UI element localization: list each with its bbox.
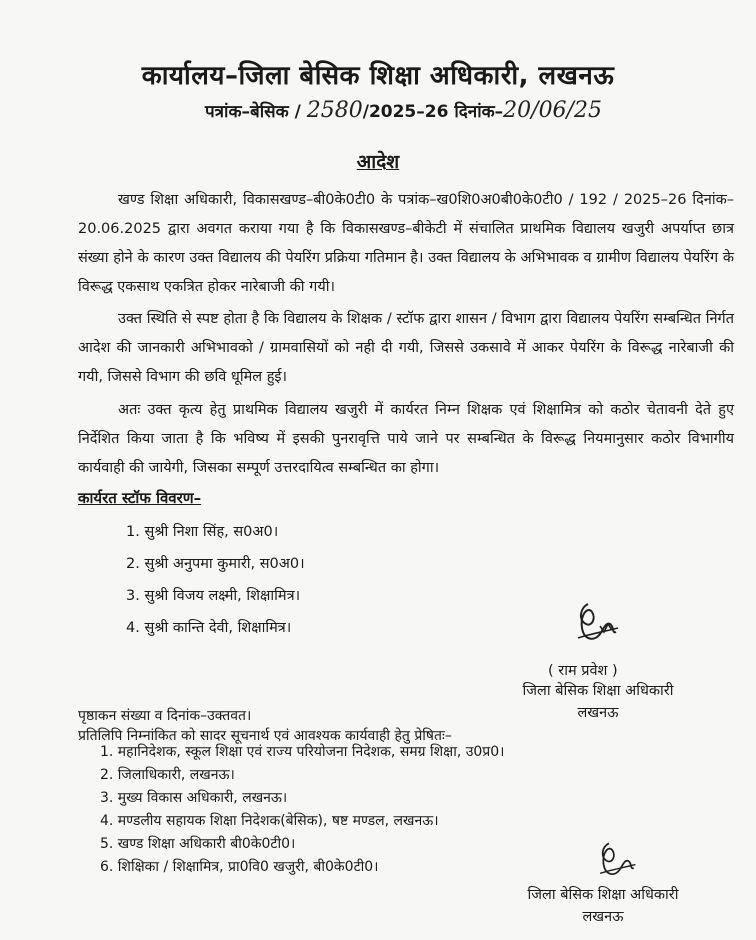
list-item: 1. महानिदेशक, स्कूल शिक्षा एवं राज्य परियोजना निदेशक, समग्र शिक्षा, उ0प्र0। [100, 744, 505, 760]
reference-line [205, 98, 602, 123]
paragraph-3: अतः उक्त कृत्य हेतु प्राथमिक विद्यालय खजुरी में कार्यरत निम्न शिक्षक एवं शिक्षामित्र को कठोर चेतावनी देते हुए निर्देशित किया जाता है कि भविष्य में इसकी पुनरावृत्ति पाये जाने पर सम्बन्धित के विरूद्ध नियमानुसार कठोर विभागीय कार्यवाही की जायेगी, जिसका सम्पूर्ण उत्तरदायित्व सम्बन्धित का होगा। [78, 402, 734, 476]
signatory-name: ( राम प्रवेश ) [548, 663, 618, 679]
list-item: 6. शिक्षिका / शिक्षामित्र, प्रा0वि0 खजुरी, बी0के0टी0। [100, 859, 379, 875]
order-title [0, 148, 756, 174]
ref-year-date-label: 2025–26 दिनांक– [368, 102, 504, 122]
endorsement-line-2: प्रतिलिपि निम्नांकित को सादर सूचनार्थ एवं आवश्यक कार्यवाही हेतु प्रेषितः– [78, 728, 452, 744]
paragraph-2: उक्त स्थिति से स्पष्ट होता है कि विद्यालय के शिक्षक / स्टॉफ द्वारा शासन / विभाग द्वारा विद्यालय पेयरिंग सम्बन्धित निर्गत आदेश की जानकारी अभिभावको / ग्रामवासियों को नही दी गयी, जिससे उकसावे में आकर पेयरिंग के विरूद्ध नारेबाजी की गयी, जिससे विभाग की छवि धूमिल हुई। [78, 311, 734, 385]
signatory-2-designation: जिला बेसिक शिक्षा अधिकारी [527, 887, 679, 903]
signature-1 [570, 598, 622, 650]
staff-list [126, 516, 305, 644]
signatory-designation: जिला बेसिक शिक्षा अधिकारी [522, 683, 674, 699]
list-item: 5. खण्ड शिक्षा अधिकारी बी0के0टी0। [100, 836, 296, 852]
signature-2 [592, 838, 640, 884]
signatory-place: लखनऊ [577, 705, 619, 721]
order-title-text: आदेश [356, 151, 400, 173]
signatory-block [503, 680, 693, 724]
list-item: 3. मुख्य विकास अधिकारी, लखनऊ। [100, 790, 288, 806]
list-item: 2. जिलाधिकारी, लखनऊ। [100, 767, 235, 783]
office-title: कार्यालय–जिला बेसिक शिक्षा अधिकारी, लखनऊ [141, 61, 615, 91]
copy-list [100, 741, 505, 879]
ref-separator: / [362, 102, 369, 122]
paragraph-1: खण्ड शिक्षा अधिकारी, विकासखण्ड–बी0के0टी0 के पत्रांक–ख0शि0अ0बी0के0टी0 / 192 / 2025–26 दिनांक–20.06.2025 द्वारा अवगत कराया गया है कि विकासखण्ड–बीकेटी में संचालित प्राथमिक विद्यालय खजुरी अपर्याप्त छात्र संख्या होने के कारण उक्त विद्यालय की पेयरिंग प्रक्रिया गतिमान है। उक्त विद्यालय के अभिभावक व ग्रामीण विद्यालय पेयरिंग के विरूद्ध एकसाथ एकत्रित होकर नारेबाजी की गयी। [78, 192, 734, 295]
signatory-2-block [508, 884, 698, 928]
list-item: 1. सुश्री निशा सिंह, स0अ0। [126, 524, 279, 540]
list-item: 3. सुश्री विजय लक्ष्मी, शिक्षामित्र। [126, 588, 301, 604]
endorsement-line-1: पृष्ठाकन संख्या व दिनांक–उक्तवत। [78, 708, 252, 724]
staff-heading: कार्यरत स्टॉफ विवरण– [78, 489, 202, 507]
list-item: 4. मण्डलीय सहायक शिक्षा निदेशक(बेसिक), षष्ट मण्डल, लखनऊ। [100, 813, 439, 829]
list-item: 2. सुश्री अनुपमा कुमारी, स0अ0। [126, 556, 305, 572]
list-item: 4. सुश्री कान्ति देवी, शिक्षामित्र। [126, 620, 292, 636]
signatory-2-place: लखनऊ [582, 909, 624, 925]
ref-number-handwritten: 2580 [306, 98, 363, 123]
endorsement [78, 706, 452, 746]
ref-date-handwritten: 20/06/25 [503, 98, 602, 123]
ref-prefix: पत्रांक–बेसिक / [205, 102, 301, 122]
